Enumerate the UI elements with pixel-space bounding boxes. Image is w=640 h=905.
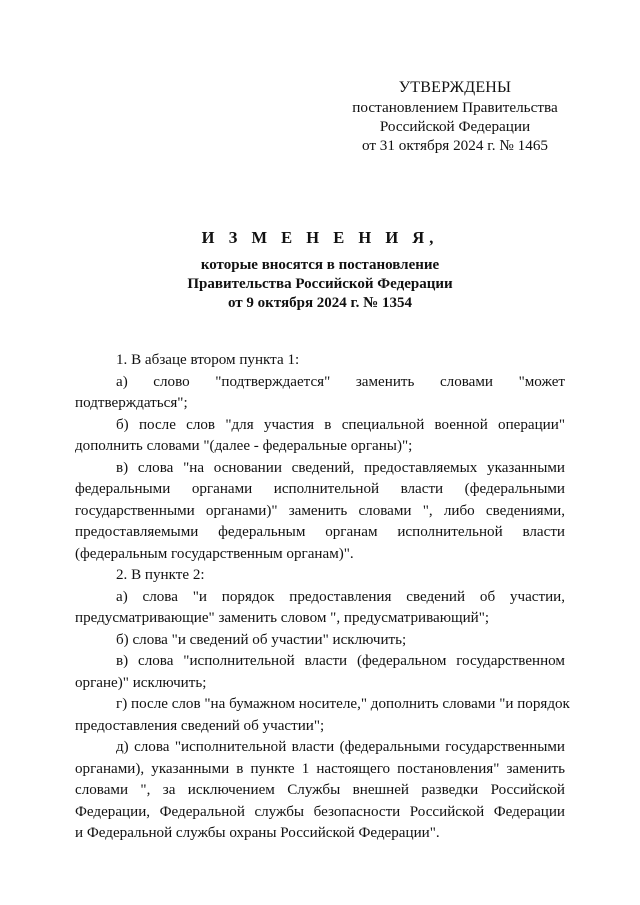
body-paragraph bbox=[75, 458, 565, 566]
document-title: И З М Е Н Е Н И Я, bbox=[201, 228, 439, 247]
body-paragraph bbox=[75, 350, 565, 372]
body-paragraph bbox=[75, 587, 565, 630]
paragraph-line: предоставления сведений об участии"; bbox=[75, 717, 325, 734]
paragraph-line: дополнить словами "(далее - федеральные органы)"; bbox=[75, 438, 413, 454]
paragraph-line: 1. В абзаце втором пункта 1: bbox=[116, 352, 300, 368]
paragraph-line: предоставляемыми федеральным органам исполнительной власти bbox=[75, 524, 565, 540]
paragraph-line: в) слова "исполнительной власти (федеральном государственном bbox=[116, 653, 565, 669]
subtitle-line: Правительства Российской Федерации bbox=[187, 276, 453, 292]
paragraph-line: б) после слов "для участия в специальной военной операции" bbox=[116, 416, 565, 433]
paragraph-line: (федеральным государственным органам)". bbox=[75, 545, 354, 562]
paragraph-line: а) слово "подтверждается" заменить словами "может bbox=[116, 373, 565, 390]
paragraph-line: предусматривающие" заменить словом ", предусматривающий"; bbox=[75, 610, 490, 626]
paragraph-line: г) после слов "на бумажном носителе," дополнить словами "и порядок bbox=[116, 696, 570, 712]
paragraph-line: государственными органами)" заменить словами ", либо сведениями, bbox=[75, 502, 565, 519]
body-paragraph bbox=[75, 630, 565, 652]
document-title-block bbox=[70, 228, 570, 313]
approval-line: постановлением Правительства bbox=[352, 99, 558, 116]
paragraph-line: органами), указанными в пункте 1 настоящего постановления" заменить bbox=[75, 760, 565, 777]
subtitle-line: от 9 октября 2024 г. № 1354 bbox=[228, 295, 412, 311]
paragraph-line: органе)" исключить; bbox=[75, 674, 207, 691]
paragraph-line: 2. В пункте 2: bbox=[116, 567, 205, 583]
paragraph-line: б) слова "и сведений об участии" исключить; bbox=[116, 631, 407, 648]
body-paragraph bbox=[75, 565, 565, 587]
document-body bbox=[75, 350, 570, 845]
paragraph-line: д) слова "исполнительной власти (федеральными государственными bbox=[116, 739, 565, 755]
paragraph-line: и Федеральной службы охраны Российской Федерации". bbox=[75, 825, 440, 841]
approval-line: Российской Федерации bbox=[379, 118, 531, 135]
document-subtitle bbox=[70, 256, 570, 313]
body-paragraph bbox=[75, 651, 565, 694]
paragraph-line: словами ", за исключением Службы внешней разведки Российской bbox=[75, 782, 565, 798]
paragraph-line: а) слова "и порядок предоставления сведений об участии, bbox=[116, 588, 565, 605]
paragraph-line: подтверждаться"; bbox=[75, 395, 188, 411]
paragraph-line: Федерации, Федеральной службы безопасности Российской Федерации bbox=[75, 803, 565, 820]
subtitle-line: которые вносятся в постановление bbox=[200, 257, 440, 273]
paragraph-line: федеральными органами исполнительной власти (федеральными bbox=[75, 481, 565, 497]
body-paragraph bbox=[75, 415, 565, 458]
approval-line: от 31 октября 2024 г. № 1465 bbox=[361, 137, 549, 154]
body-paragraph bbox=[75, 737, 565, 845]
paragraph-line: в) слова "на основании сведений, предоставляемых указанными bbox=[116, 459, 565, 476]
body-paragraph bbox=[75, 372, 565, 415]
approval-heading: УТВЕРЖДЕНЫ bbox=[398, 79, 512, 96]
body-paragraph bbox=[75, 694, 570, 737]
approval-stamp bbox=[340, 78, 570, 155]
